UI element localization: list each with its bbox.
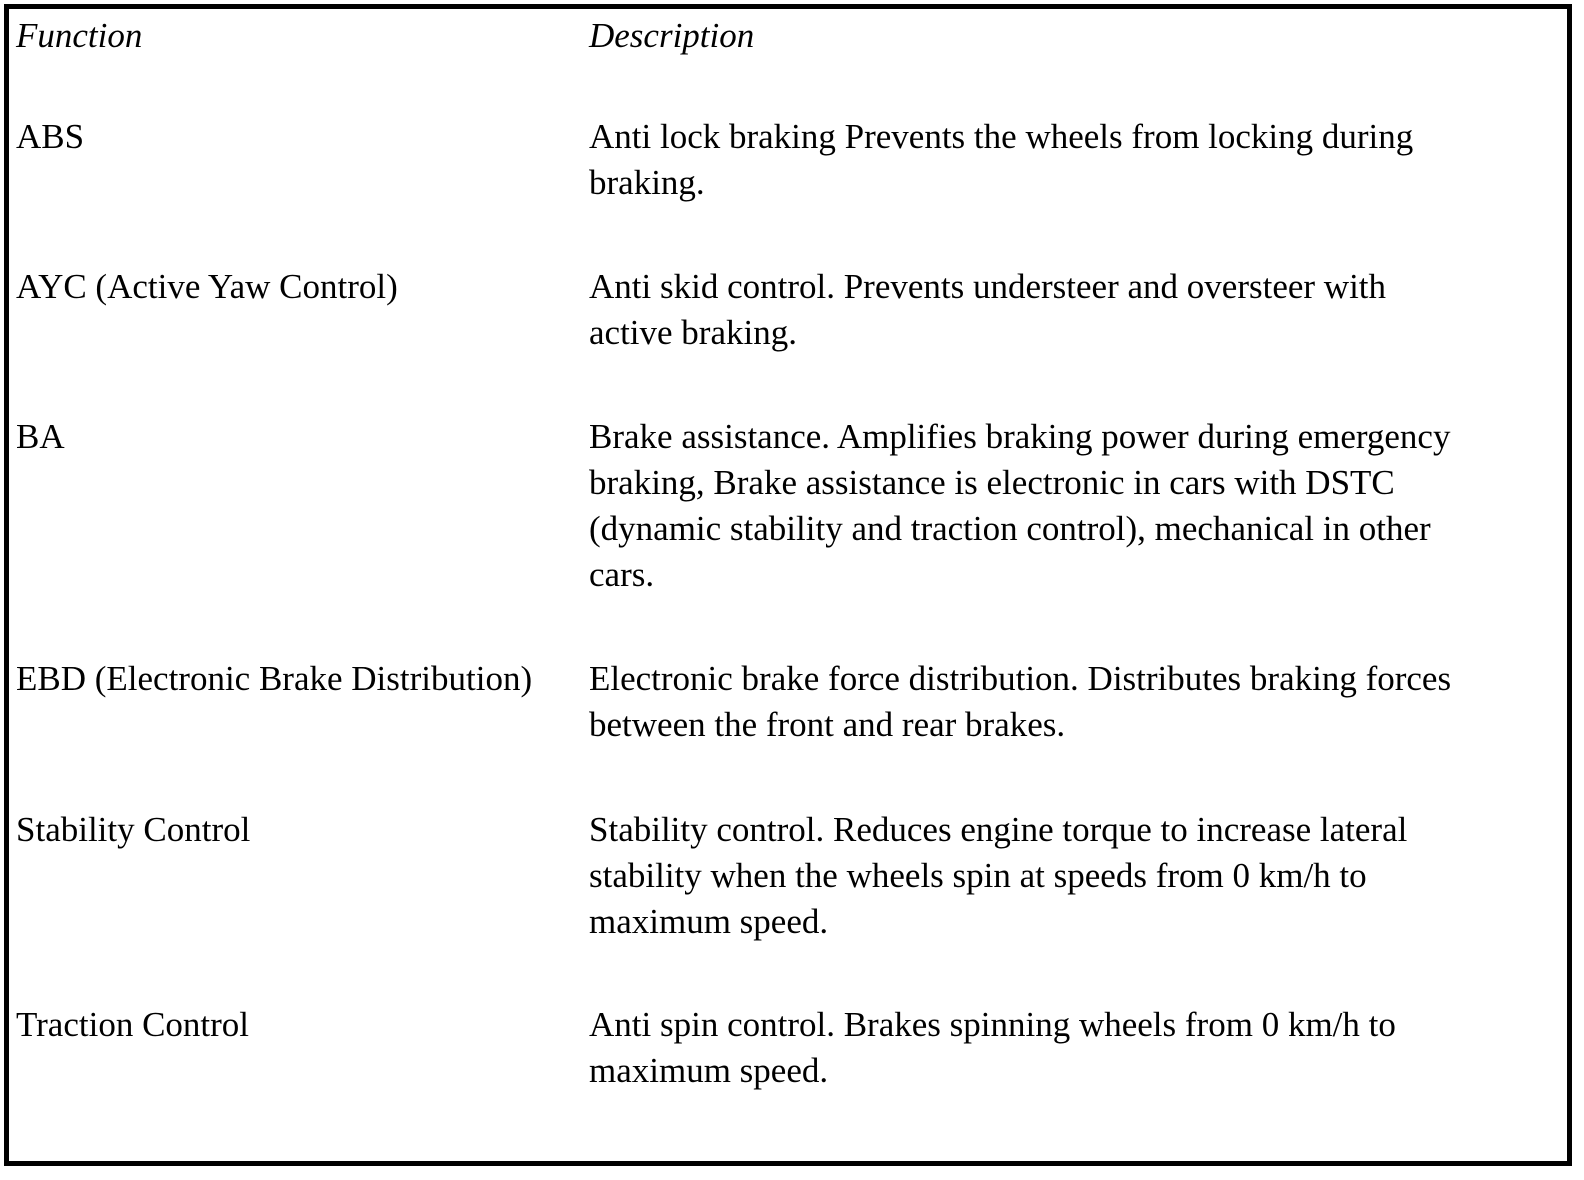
- description-line: Anti spin control. Brakes spinning wheels from 0 km/h to: [589, 1005, 1396, 1044]
- description-line: (dynamic stability and traction control), mechanical in other: [589, 509, 1431, 548]
- description-line: active braking.: [589, 313, 797, 352]
- description-line: between the front and rear brakes.: [589, 705, 1066, 744]
- description-cell: [589, 414, 1554, 598]
- function-cell: Stability Control: [16, 810, 251, 849]
- description-cell: [589, 1002, 1554, 1094]
- description-line: Anti skid control. Prevents understeer and oversteer with: [589, 267, 1387, 306]
- description-line: cars.: [589, 555, 655, 594]
- description-line: Electronic brake force distribution. Distributes braking forces: [589, 659, 1452, 698]
- function-cell: Traction Control: [16, 1005, 250, 1044]
- function-cell: AYC (Active Yaw Control): [16, 267, 398, 306]
- column-header-description: Description: [589, 16, 755, 55]
- function-cell: ABS: [16, 117, 85, 156]
- description-line: Anti lock braking Prevents the wheels from locking during: [589, 117, 1414, 156]
- function-cell: EBD (Electronic Brake Distribution): [16, 659, 533, 698]
- description-line: maximum speed.: [589, 1051, 829, 1090]
- description-line: Brake assistance. Amplifies braking power during emergency: [589, 417, 1451, 456]
- description-cell: [589, 656, 1554, 748]
- description-line: stability when the wheels spin at speeds from 0 km/h to: [589, 856, 1367, 895]
- description-cell: [589, 114, 1554, 206]
- description-cell: [589, 264, 1554, 356]
- column-header-function: Function: [16, 16, 143, 55]
- description-line: Stability control. Reduces engine torque to increase lateral: [589, 810, 1408, 849]
- description-line: braking.: [589, 163, 705, 202]
- description-line: maximum speed.: [589, 902, 829, 941]
- description-line: braking, Brake assistance is electronic in cars with DSTC: [589, 463, 1395, 502]
- description-cell: [589, 807, 1554, 945]
- function-cell: BA: [16, 417, 65, 456]
